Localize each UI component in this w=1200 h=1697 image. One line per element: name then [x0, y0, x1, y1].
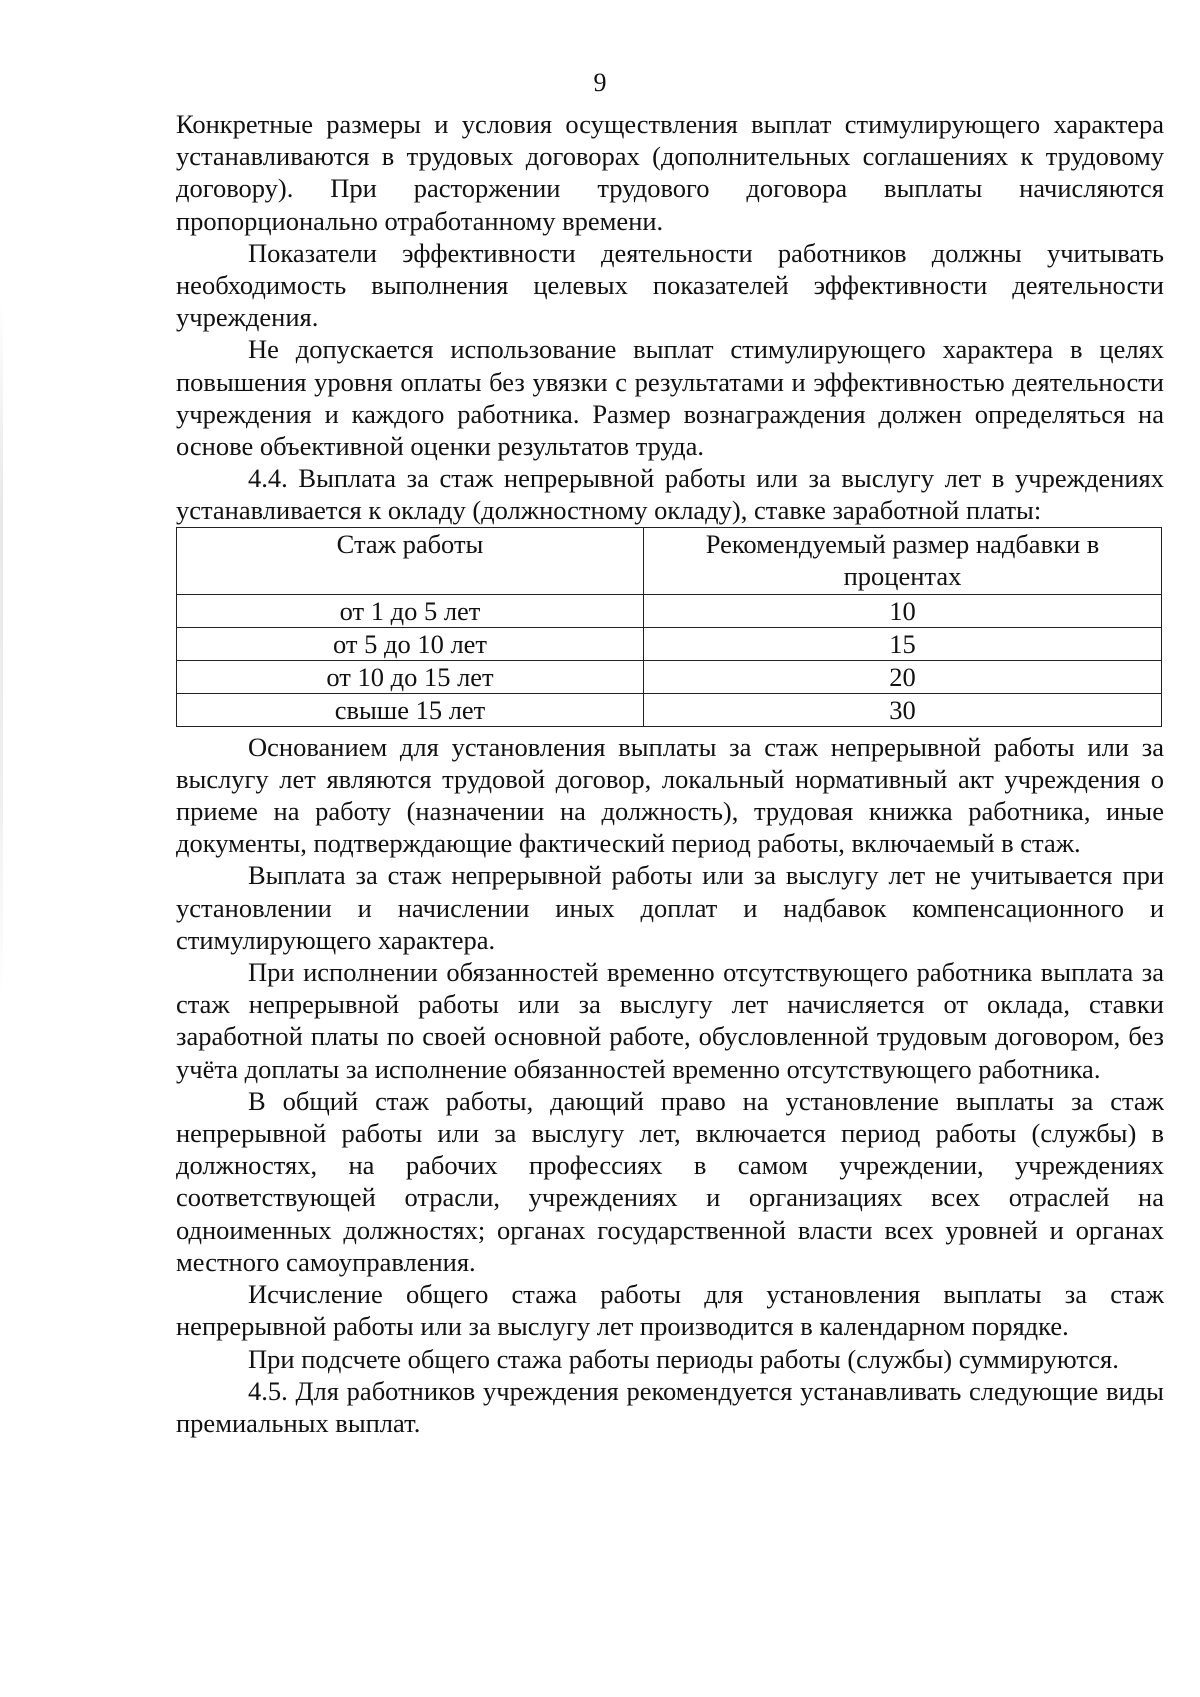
table-cell-experience: свыше 15 лет	[177, 693, 644, 726]
table-cell-percent: 15	[644, 627, 1162, 660]
table-cell-experience: от 5 до 10 лет	[177, 627, 644, 660]
table-header-bonus-percent: Рекомендуемый размер надбавки в процентах	[644, 527, 1162, 594]
paragraph-efficiency-indicators: Показатели эффективности деятельности работников должны учитывать необходимость выполнения целевых показателей эффективности деятельности учреждения.	[176, 237, 1164, 333]
table-cell-experience: от 1 до 5 лет	[177, 594, 644, 627]
table-row	[177, 594, 1162, 627]
table-row	[177, 693, 1162, 726]
paragraph-temporary-absence: При исполнении обязанностей временно отсутствующего работника выплата за стаж непрерывной работы или за выслугу лет начисляется от оклада, ставки заработной платы по своей основной работе, обусловленной трудовым договором, без учёта доплаты за исполнение обязанностей временно отсутствующего работника.	[176, 957, 1164, 1084]
paragraph-total-experience: В общий стаж работы, дающий право на установление выплаты за стаж непрерывной работы или за выслугу лет, включается период работы (службы) в должностях, на рабочих профессиях в самом учреждении, учреждениях соответствующей отрасли, учреждениях и организациях всех отраслей на одноименных должностях; органах государственной власти всех уровней и органах местного самоуправления.	[176, 1085, 1164, 1277]
table-header-row	[177, 527, 1162, 594]
paragraph-section-4-5: 4.5. Для работников учреждения рекомендуется устанавливать следующие виды премиальных выплат.	[176, 1375, 1164, 1438]
paragraph-not-counted: Выплата за стаж непрерывной работы или за выслугу лет не учитывается при установлении и начислении иных доплат и надбавок компенсационного и стимулирующего характера.	[176, 860, 1164, 955]
paragraph-calendar-order: Исчисление общего стажа работы для установления выплаты за стаж непрерывной работы или за выслугу лет производится в календарном порядке.	[176, 1279, 1164, 1342]
scan-edge-shadow	[0, 300, 3, 1000]
table-cell-percent: 30	[644, 693, 1162, 726]
table-cell-percent: 10	[644, 594, 1162, 627]
table-row	[177, 660, 1162, 693]
table-row	[177, 627, 1162, 660]
paragraph-basis-for-payment: Основанием для установления выплаты за стаж непрерывной работы или за выслугу лет являются трудовой договор, локальный нормативный акт учреждения о приеме на работу (назначении на должность), трудовая книжка работника, иные документы, подтверждающие фактический период работы, включаемый в стаж.	[176, 731, 1164, 859]
paragraph-not-allowed: Не допускается использование выплат стимулирующего характера в целях повышения уровня оплаты без увязки с результатами и эффективностью деятельности учреждения и каждого работника. Размер вознаграждения должен определяться на основе объективной оценки результатов труда.	[176, 334, 1164, 462]
paragraph-section-4-4: 4.4. Выплата за стаж непрерывной работы или за выслугу лет в учреждениях устанавливается к окладу (должностному окладу), ставке заработной платы:	[176, 463, 1164, 526]
table-header-experience: Стаж работы	[177, 527, 644, 594]
document-body	[176, 108, 1164, 1439]
seniority-bonus-table	[176, 527, 1162, 727]
page-number: 9	[593, 68, 607, 97]
table-cell-experience: от 10 до 15 лет	[177, 660, 644, 693]
paragraph-specific-sizes: Конкретные размеры и условия осуществления выплат стимулирующего характера устанавливаются в трудовых договорах (дополнительных соглашениях к трудовому договору). При расторжении трудового договора выплаты начисляются пропорционально отработанному времени.	[176, 109, 1164, 236]
paragraph-periods-summed: При подсчете общего стажа работы периоды работы (службы) суммируются.	[248, 1343, 1119, 1374]
table-cell-percent: 20	[644, 660, 1162, 693]
